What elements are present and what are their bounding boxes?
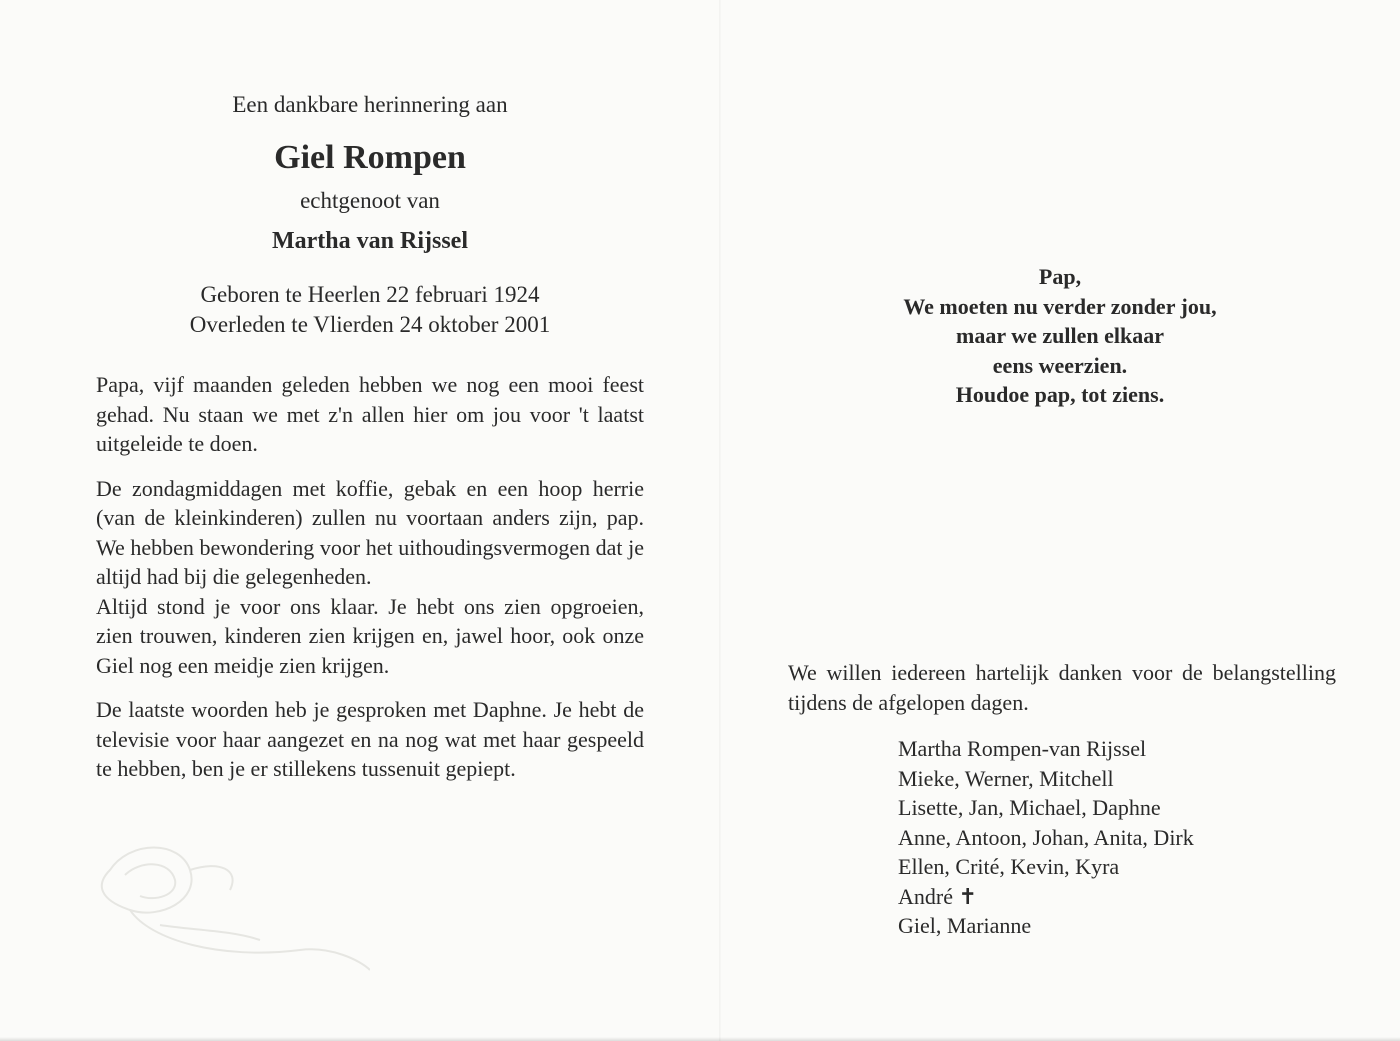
poem-block (860, 262, 1260, 410)
paragraph: De zondagmiddagen met koffie, gebak en een hoop herrie (van de kleinkinderen) zullen nu voortaan anders zijn, pap. We hebben bewondering voor het uithoudingsvermogen dat je altijd had bij die gelegenheden. (96, 475, 644, 589)
family-line: Ellen, Crité, Kevin, Kyra (898, 854, 1120, 879)
birth-line: Geboren te Heerlen 22 februari 1924 (200, 282, 540, 307)
poem-line: We moeten nu verder zonder jou, (903, 293, 1217, 319)
thanks-text: We willen iedereen hartelijk danken voor de belangstelling tijdens de afgelopen dagen. (788, 660, 1336, 715)
poem-line: maar we zullen elkaar (956, 323, 1164, 348)
family-line: Anne, Antoon, Johan, Anita, Dirk (898, 824, 1194, 850)
card-fold (719, 0, 721, 1041)
poem-line: Pap, (1038, 264, 1082, 289)
paragraph: Altijd stond je voor ons klaar. Je hebt ons zien opgroeien, zien trouwen, kinderen zien krijgen en, jawel hoor, ook onze Giel nog een meidje zien krijgen. (96, 593, 644, 678)
thanks-block (788, 658, 1336, 941)
embossed-flower-decoration (70, 830, 370, 990)
family-line: Giel, Marianne (898, 913, 1032, 938)
spouse-name: Martha van Rijssel (272, 228, 468, 254)
family-line: Lisette, Jan, Michael, Daphne (898, 795, 1161, 820)
paragraph: Papa, vijf maanden geleden hebben we nog een mooi feest gehad. Nu staan we met z'n allen hier om jou voor 't laatst uitgeleide te doen. (96, 372, 644, 456)
family-list (898, 734, 1336, 941)
left-page (96, 88, 644, 799)
poem-line: eens weerzien. (992, 352, 1128, 378)
family-line: Mieke, Werner, Mitchell (898, 765, 1114, 791)
deceased-name: Giel Rompen (274, 139, 466, 176)
card-bottom-edge (0, 1037, 1400, 1041)
memorial-text (96, 370, 644, 784)
header-block (96, 88, 644, 340)
paragraph: De laatste woorden heb je gesproken met Daphne. Je hebt de televisie voor haar aangezet en na nog wat met haar gespeeld te hebben, ben je er stillekens tussenuit gepiept. (96, 697, 644, 781)
death-line: Overleden te Vlierden 24 oktober 2001 (189, 312, 551, 337)
intro-line: Een dankbare herinnering aan (232, 92, 508, 117)
family-line: Martha Rompen-van Rijssel (898, 736, 1147, 761)
poem-line: Houdoe pap, tot ziens. (955, 382, 1165, 407)
life-dates (96, 280, 644, 340)
spouse-label: echtgenoot van (300, 188, 440, 213)
family-line: André ✝ (898, 883, 977, 909)
